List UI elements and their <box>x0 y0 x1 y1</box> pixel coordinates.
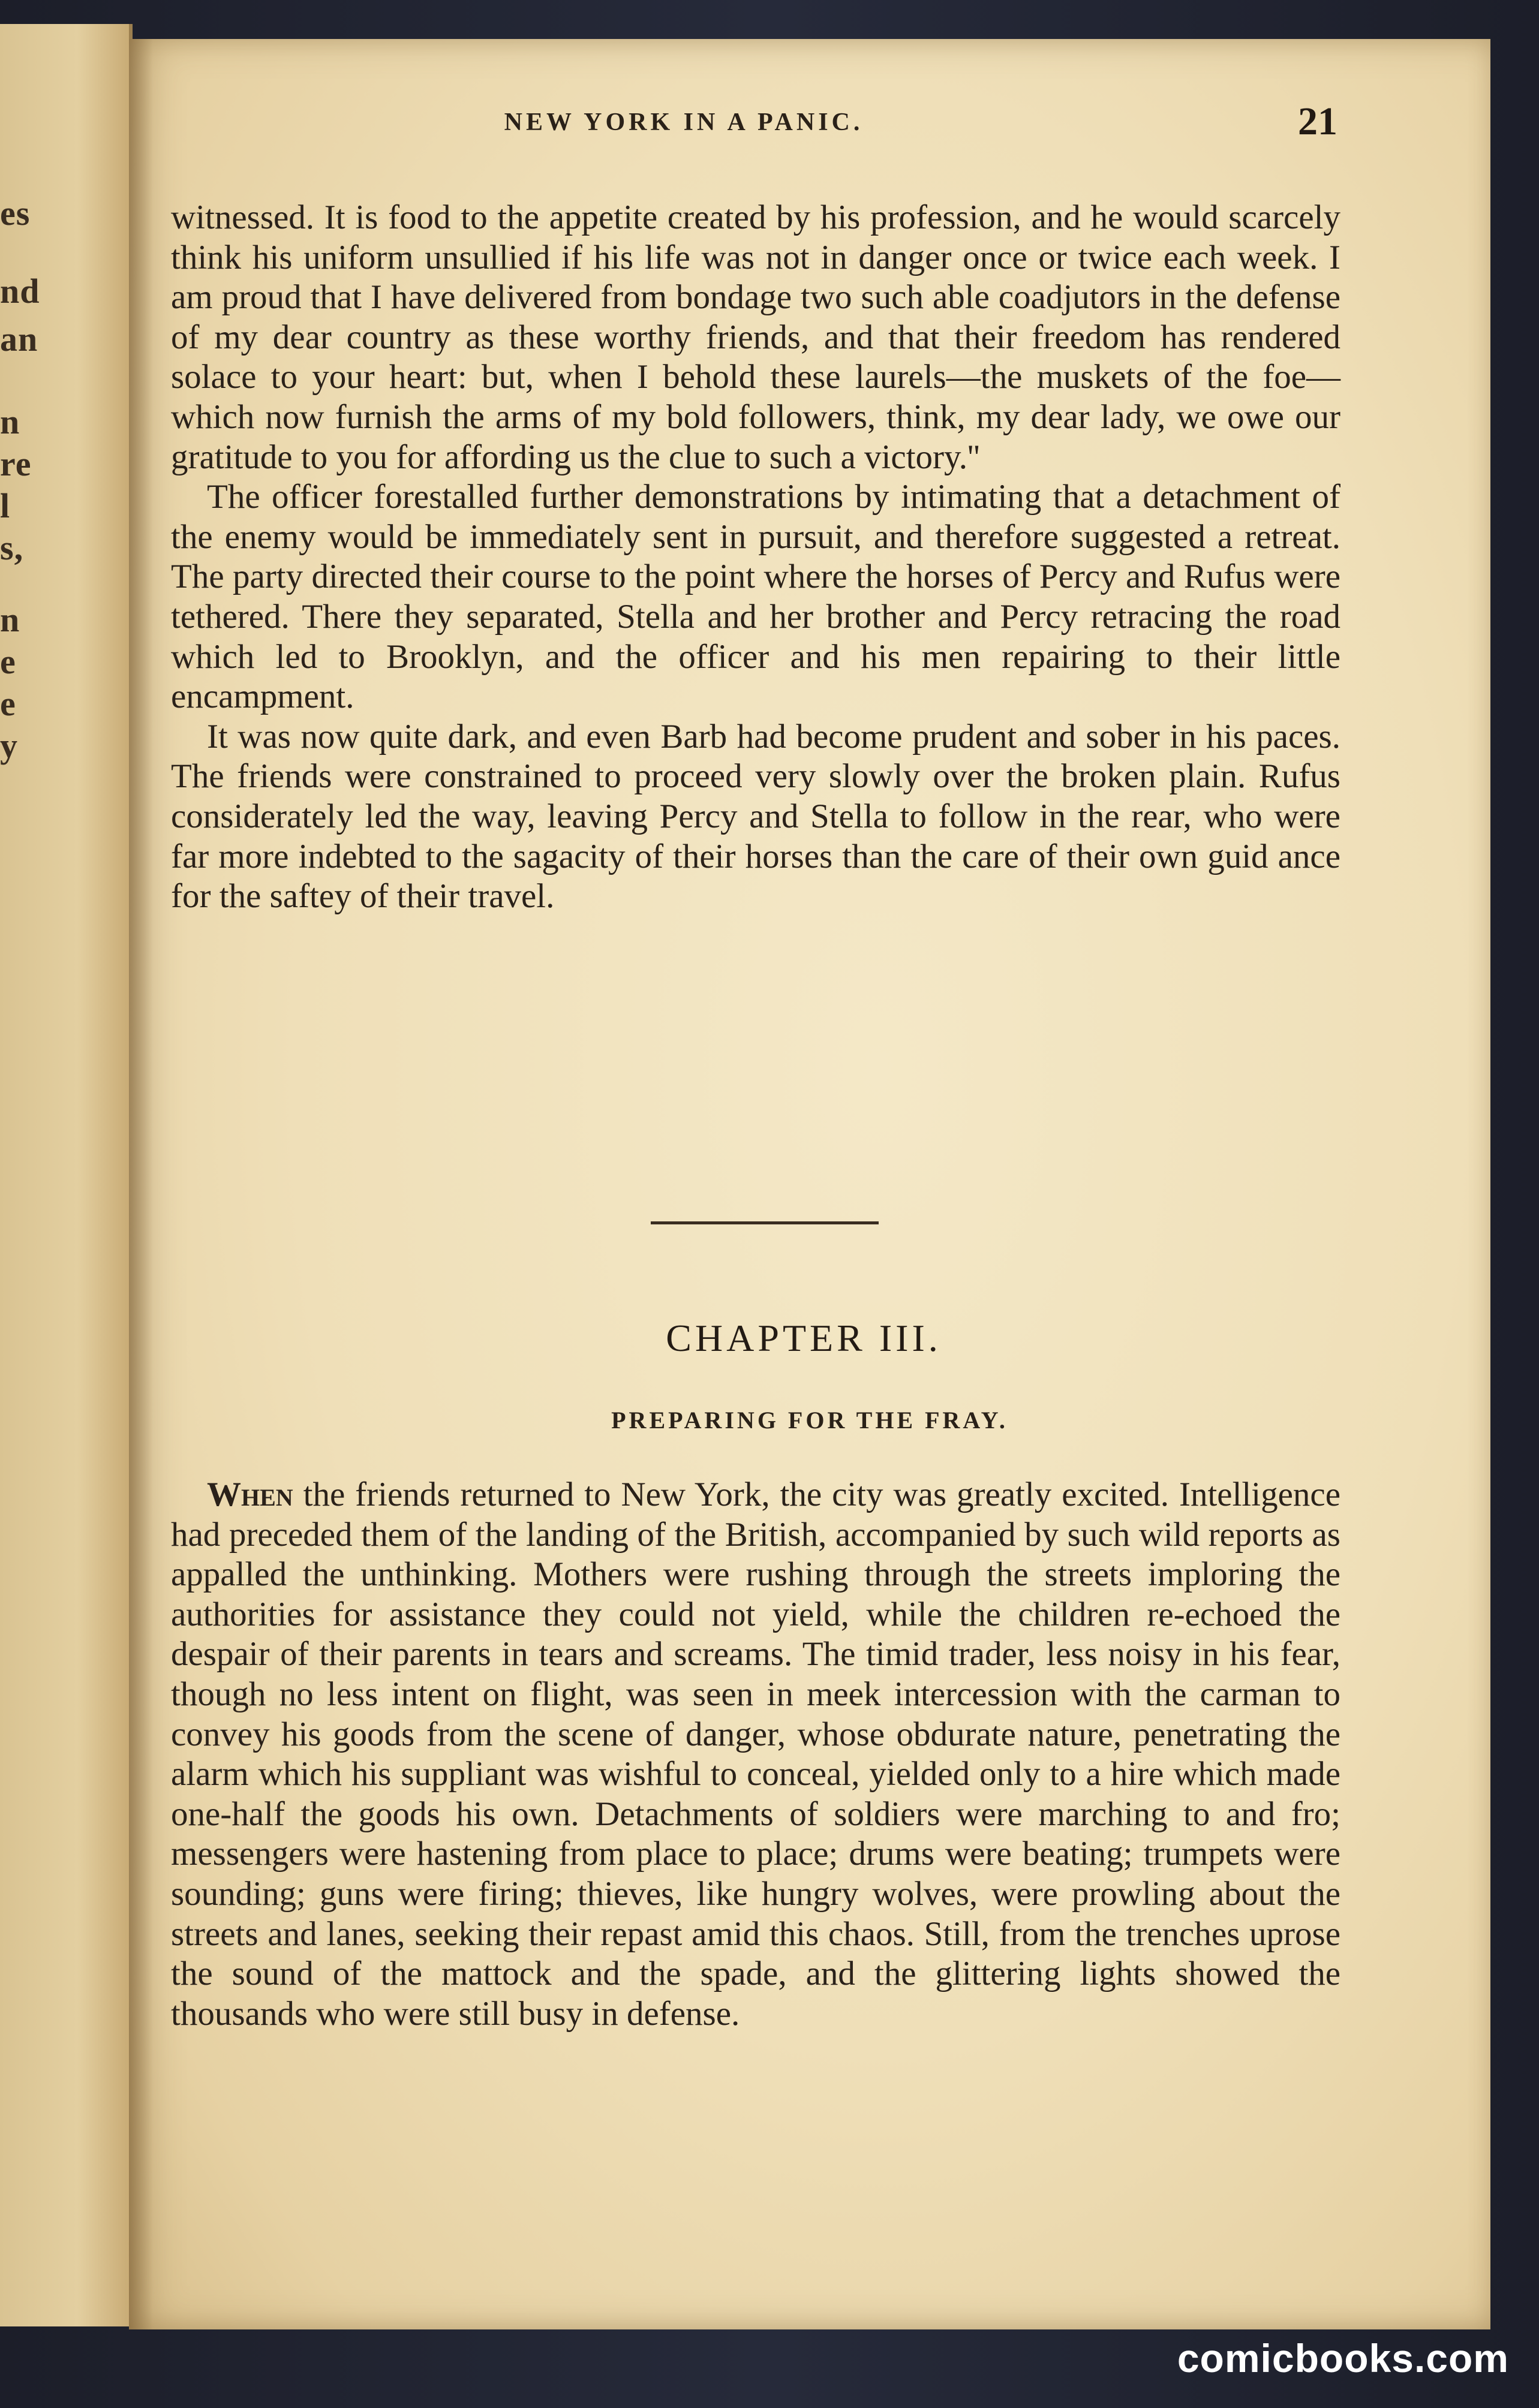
watermark: comicbooks.com <box>1177 2336 1509 2380</box>
prev-page-fragment: l <box>0 486 11 525</box>
chapter-paragraph-text: the friends returned to New York, the city was greatly excited. Intelligence had preceded them of the landing of the British, accompanied by such wild reports as appalled the unthinking. Mothers were rushing through the streets imploring the authorities for assistance they could not yield, while the children re-echoed the despair of their parents in tears and screams. The timid trader, less noisy in his fear, though no less intent on flight, was seen in meek intercession with the carman to convey his goods from the scene of danger, whose obdurate nature, penetrating the alarm which his suppliant was wishful to conceal, yielded only to a hire which made one-half the goods his own. Detachments of soldiers were marching to and fro; messengers were hastening from place to place; drums were beating; trumpets were sounding; guns were firing; thieves, like hungry wolves, were prowling about the streets and lanes, seeking their repast amid this chaos. Still, from the trenches uprose the sound of the mattock and the spade, and the glittering lights showed the thousands who were still busy in defense. <box>171 1476 1340 2033</box>
chapter-title: CHAPTER III. <box>666 1317 942 1359</box>
prev-page-fragment: nd <box>0 272 40 311</box>
body-text-top <box>171 198 1340 917</box>
prev-page-fragment: n <box>0 600 20 639</box>
chapter-body <box>171 1475 1340 2034</box>
paragraph: witnessed. It is food to the appetite created by his profession, and he would scarcely think his uniform unsullied if his life was not in danger once or twice each week. I am proud that I have delivered from bondage two such able coadjutors in the defense of my dear country as these worthy friends, and that their freedom has rendered solace to your heart: but, when I behold these laurels—the muskets of the foe—which now furnish the arms of my bold followers, think, my dear lady, we owe our gratitude to you for affording us the clue to such a victory.'' <box>171 198 1340 476</box>
chapter-lead-word: When <box>207 1476 293 1513</box>
prev-page-fragment: es <box>0 194 31 233</box>
prev-page-fragment: y <box>0 726 18 765</box>
book-page <box>129 39 1490 2329</box>
section-divider <box>651 1221 879 1224</box>
previous-page-edge <box>0 24 133 2326</box>
prev-page-fragment: n <box>0 402 20 441</box>
paragraph: It was now quite dark, and even Barb had become prudent and sober in his paces. The friends were constrained to proceed very slowly over the broken plain. Rufus considerately led the way, leaving Percy and Stella to follow in the rear, who were far more indebted to the sagacity of their horses than the care of their own guid ance for the saftey of their travel. <box>171 717 1340 916</box>
prev-page-fragment: s, <box>0 528 24 567</box>
paragraph: The officer forestalled further demonstrations by intimating that a detachment of the enemy would be immediately sent in pursuit, and therefore suggested a retreat. The party directed their course to the point where the horses of Percy and Rufus were tethered. There they separated, Stella and her brother and Percy retracing the road which led to Brooklyn, and the officer and his men repairing to their little encampment. <box>171 478 1340 716</box>
chapter-subtitle: PREPARING FOR THE FRAY. <box>611 1407 1008 1434</box>
page-number: 21 <box>1298 100 1337 143</box>
prev-page-fragment: re <box>0 444 32 483</box>
running-head: NEW YORK IN A PANIC. <box>504 109 864 136</box>
gutter-shadow <box>129 39 153 2329</box>
prev-page-fragment: an <box>0 320 38 359</box>
prev-page-fragment: e <box>0 684 16 723</box>
prev-page-fragment: e <box>0 642 16 681</box>
chapter-paragraph <box>171 1475 1340 2034</box>
